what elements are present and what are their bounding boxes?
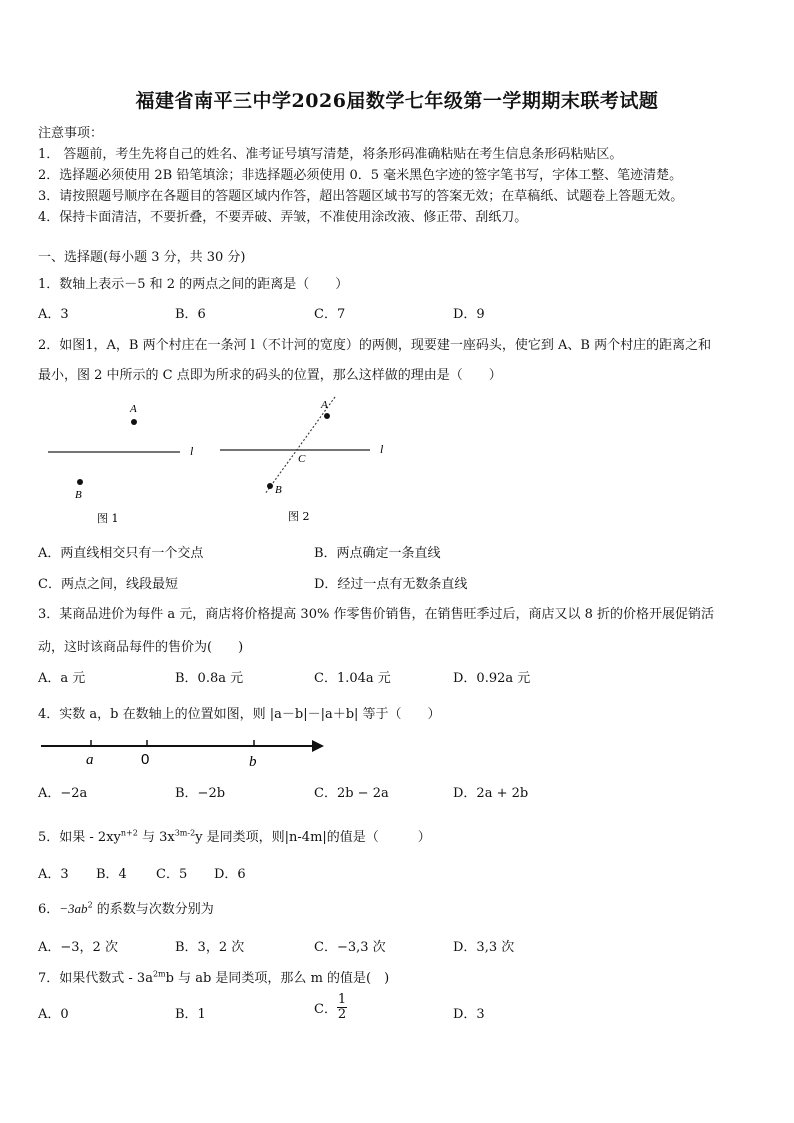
q5-option-b: B．4 [96,867,127,882]
q3-option-a: A．a 元 [38,671,86,686]
fig1-label-a: A [130,403,137,415]
q3-option-c: C．1.04a 元 [314,671,391,686]
note-item-4: 4．保持卡面清洁，不要折叠，不要弄破、弄皱，不准使用涂改液、修正带、刮纸刀。 [38,210,528,225]
question-6-stem: 6．$-3ab^2$ 的系数与次数分别为 [38,900,214,917]
q5-option-a: A．3 [38,867,69,882]
fig1-label-l: l [190,444,194,458]
section-heading: 一、选择题(每小题 3 分，共 30 分) [38,250,246,265]
q4-option-d: D．2a + 2b [453,786,529,801]
fig2-label-a: A [321,399,328,411]
q4-option-a: A．−2a [38,786,88,801]
q2-option-d: D．经过一点有无数条直线 [314,577,468,592]
q5-option-d: D．6 [214,867,246,882]
axis-label-zero: 0 [141,751,150,768]
q6-option-d: D．3,3 次 [453,940,515,955]
axis-label-b: b [249,754,257,770]
q2-option-a: A．两直线相交只有一个交点 [38,546,204,561]
question-5-stem: 5．如果 - $2xy^{n+2}$ 与 $3x^{3m-2}y$ 是同类项，则|n-4m|的值是（ ） [38,828,431,845]
q6-option-b: B．3，2 次 [175,940,245,955]
fig1-caption: 图 1 [97,512,119,525]
axis-label-a: a [86,752,94,768]
note-item-3: 3．请按照题号顺序在各题目的答题区域内作答，超出答题区域书写的答案无效；在草稿纸、试题卷上答题无效。 [38,189,684,204]
q7-option-b: B．1 [175,1007,206,1022]
fraction-one-half: $\frac{1}{2}$ [337,992,347,1022]
q1-option-c: C．7 [314,307,346,322]
page-title: 福建省南平三中学2026届数学七年级第一学期期末联考试题 [135,90,659,112]
question-2-stem-line2: 最小，图 2 中所示的 C 点即为所求的码头的位置，那么这样做的理由是（ ） [38,368,502,383]
q1-option-b: B．6 [175,307,206,322]
figure-1 [48,403,194,525]
fig1-label-b: B [75,489,82,501]
q2-figure [40,392,400,532]
note-item-1: 1． 答题前，考生先将自己的姓名、准考证号填写清楚，将条形码准确粘贴在考生信息条形码粘贴区。 [38,147,623,162]
fig2-label-b: B [275,484,282,496]
figure-2 [220,397,384,523]
q1-option-d: D．9 [453,307,485,322]
q4-number-line [38,732,338,772]
q4-option-c: C．2b − 2a [314,786,389,801]
notes-heading: 注意事项： [38,126,104,141]
question-7-stem: 7．如果代数式 - $3a^{2m}b$ 与 ab 是同类项，那么 m 的值是( ) [38,969,390,986]
fig2-label-l: l [380,442,384,456]
q3-option-d: D．0.92a 元 [453,671,531,686]
question-3-stem-line1: 3．某商品进价为每件 a 元，商店将价格提高 30% 作零售价销售，在销售旺季过后，商店又以 8 折的价格开展促销活 [38,607,714,622]
q4-option-b: B．−2b [175,786,226,801]
fig2-label-c: C [298,453,306,465]
question-2-stem-line1: 2．如图1，A，B 两个村庄在一条河 l（不计河的宽度）的两侧，现要建一座码头，使它到 A、B 两个村庄的距离之和 [38,338,712,353]
q2-option-c: C．两点之间，线段最短 [38,577,178,592]
q3-option-b: B．0.8a 元 [175,671,244,686]
question-4-stem: 4．实数 a，b 在数轴上的位置如图，则 |a－b|－|a＋b| 等于（ ） [38,707,441,722]
note-item-2: 2．选择题必须使用 2B 铅笔填涂；非选择题必须使用 0．5 毫米黑色字迹的签字笔书写，字体工整、笔迹清楚。 [38,168,683,183]
q2-option-b: B．两点确定一条直线 [314,546,441,561]
q7-option-a: A．0 [38,1007,69,1022]
q7-option-c: C． $\frac{1}{2}$ [314,992,347,1022]
q6-option-c: C．−3,3 次 [314,940,386,955]
question-1-stem: 1．数轴上表示－5 和 2 的两点之间的距离是（ ） [38,277,349,292]
q5-option-c: C．5 [156,867,188,882]
q6-option-a: A．−3，2 次 [38,940,118,955]
fig2-caption: 图 2 [288,510,310,523]
q1-option-a: A．3 [38,307,69,322]
question-3-stem-line2: 动，这时该商品每件的售价为( ) [38,640,244,655]
q7-option-d: D．3 [453,1007,485,1022]
